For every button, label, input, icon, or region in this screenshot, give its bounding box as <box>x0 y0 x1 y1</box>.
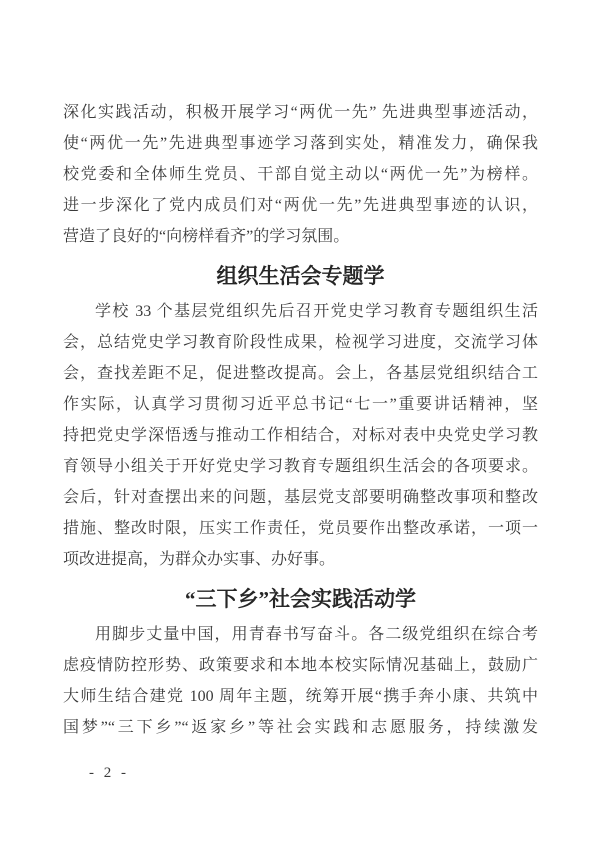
section-heading-organization-life-meeting: 组织生活会专题学 <box>216 264 385 288</box>
paragraph-social-practice <box>63 619 538 743</box>
paragraph-continued <box>63 97 538 252</box>
paragraph-organization-life-meeting <box>63 296 538 575</box>
text-line: 深化实践活动，积极开展学习“两优一先” 先进典型事迹活动， <box>63 104 538 121</box>
text-line: 用脚步丈量中国，用青春书写奋斗。各二级党组织在综合考 <box>95 626 538 643</box>
text-line: 育领导小组关于开好党史学习教育专题组织生活会的各项要求。 <box>63 458 538 475</box>
text-line: 国梦”“三下乡”“返家乡”等社会实践和志愿服务，持续激发 <box>63 719 538 736</box>
text-line: 学校 33 个基层党组织先后召开党史学习教育专题组织生活 <box>95 303 538 320</box>
text-line: 作实际，认真学习贯彻习近平总书记“七一”重要讲话精神，坚 <box>63 396 538 413</box>
text-line: 持把党史学深悟透与推动工作相结合，对标对表中央党史学习教 <box>63 427 538 444</box>
text-line: 项改进提高，为群众办实事、办好事。 <box>63 551 336 568</box>
text-line: 虑疫情防控形势、政策要求和本地本校实际情况基础上，鼓励广 <box>63 657 538 674</box>
text-line: 校党委和全体师生党员、干部自觉主动以“两优一先”为榜样。 <box>63 166 538 183</box>
text-line: 大师生结合建党 100 周年主题，统筹开展“携手奔小康、共筑中 <box>63 688 538 705</box>
text-line: 会后，针对查摆出来的问题，基层党支部要明确整改事项和整改 <box>63 489 538 506</box>
text-line: 措施、整改时限，压实工作责任，党员要作出整改承诺，一项一 <box>63 520 538 537</box>
text-line: 进一步深化了党内成员们对“两优一先”先进典型事迹的认识， <box>63 197 538 214</box>
page-number: - 2 - <box>89 765 129 781</box>
text-line: 会，总结党史学习教育阶段性成果，检视学习进度，交流学习体 <box>63 334 538 351</box>
section-heading-social-practice: “三下乡”社会实践活动学 <box>185 587 416 611</box>
text-line: 营造了良好的“向榜样看齐”的学习氛围。 <box>63 228 350 245</box>
text-line: 使“两优一先”先进典型事迹学习落到实处，精准发力，确保我 <box>63 135 538 152</box>
text-line: 会，查找差距不足，促进整改提高。会上，各基层党组织结合工 <box>63 365 538 382</box>
